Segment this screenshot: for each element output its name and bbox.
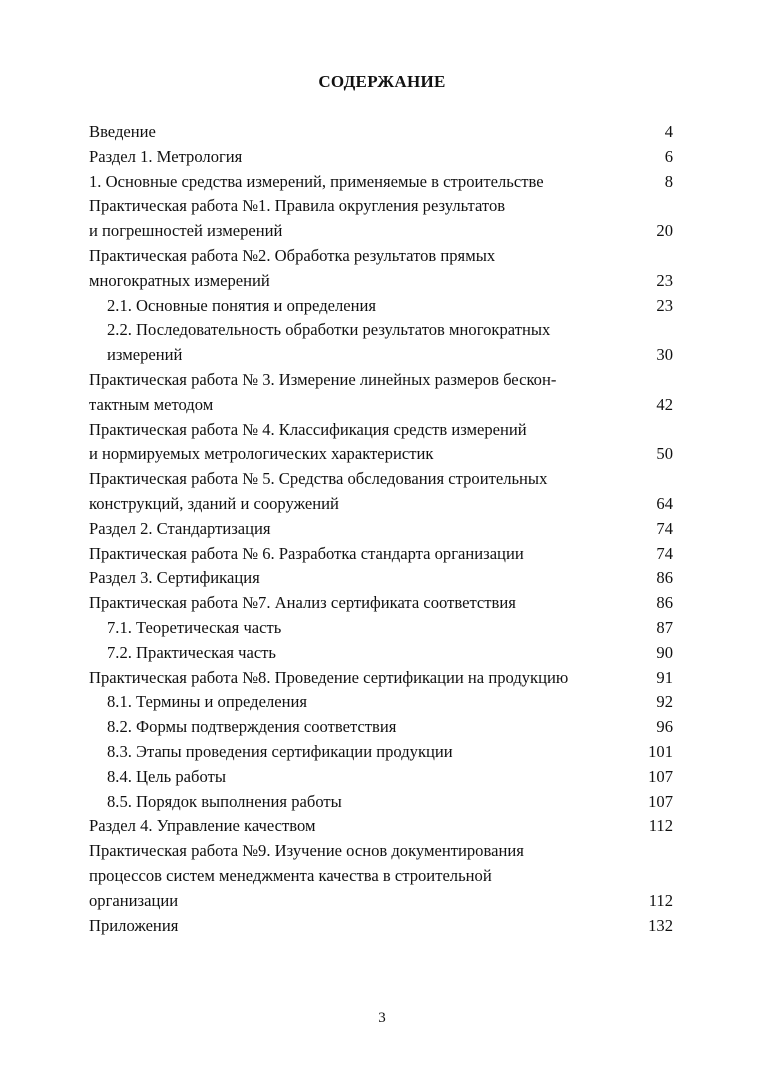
toc-entry — [89, 517, 673, 542]
toc-entry-text: 8.3. Этапы проведения сертификации продукции — [107, 741, 453, 761]
toc-entry-page: 92 — [656, 692, 673, 712]
toc-entry-page: 112 — [648, 890, 673, 910]
toc-entry — [89, 914, 673, 939]
toc-entry-page: 8 — [664, 171, 673, 191]
toc-entry-text: Практическая работа № 5. Средства обследования строительных — [89, 469, 548, 489]
toc-entry-text: Раздел 1. Метрология — [89, 146, 243, 166]
page-title: СОДЕРЖАНИЕ — [318, 72, 446, 91]
toc-entry-text: процессов систем менеджмента качества в строительной — [89, 865, 492, 885]
toc-entry-text: 8.2. Формы подтверждения соответствия — [107, 717, 397, 737]
toc-entry-page: 91 — [656, 667, 673, 687]
toc-entry-text: 8.1. Термины и определения — [107, 692, 308, 712]
toc-entry-text: 8.4. Цель работы — [107, 766, 226, 786]
toc-entry — [89, 194, 673, 244]
toc-entry-text: 2.2. Последовательность обработки результатов многократных — [107, 320, 551, 340]
toc-entry-page: 86 — [656, 568, 673, 588]
toc-entry-text: 2.1. Основные понятия и определения — [107, 295, 377, 315]
toc-entry — [89, 418, 673, 468]
toc-entry-page: 74 — [656, 543, 673, 563]
toc-entry-page: 112 — [648, 816, 673, 836]
toc-entry — [89, 566, 673, 591]
toc-entry — [89, 368, 673, 418]
toc-entry-page: 87 — [656, 617, 673, 637]
toc-entry — [89, 814, 673, 839]
toc-entry-text: Приложения — [89, 915, 179, 935]
toc-entry-page: 20 — [656, 221, 673, 241]
toc-entry — [89, 715, 673, 740]
toc-entry-page: 90 — [656, 642, 673, 662]
toc-entry-page: 74 — [656, 518, 673, 538]
toc-entry-page: 4 — [664, 122, 673, 141]
toc-entry-text: измерений — [107, 345, 183, 365]
toc-entry-page: 107 — [648, 766, 673, 786]
toc-entry-page: 64 — [656, 493, 673, 513]
toc-entry-page: 6 — [664, 146, 673, 166]
toc-entry-text: тактным методом — [89, 394, 214, 414]
toc-entry-text: Практическая работа № 4. Классификация средств измерений — [89, 419, 527, 439]
toc-entry-page: 50 — [656, 444, 673, 464]
toc-entry-text: Практическая работа №2. Обработка результатов прямых — [89, 245, 496, 265]
toc-entry — [89, 244, 673, 294]
toc-entry-text: Введение — [89, 122, 156, 141]
toc-entry — [89, 641, 673, 666]
toc-entry-text: конструкций, зданий и сооружений — [89, 493, 339, 513]
toc-entry-text: 7.2. Практическая часть — [107, 642, 277, 662]
toc-entry-text: Практическая работа №1. Правила округления результатов — [89, 196, 506, 216]
toc-entry-text: 1. Основные средства измерений, применяемые в строительстве — [89, 171, 544, 191]
toc-entry — [89, 666, 673, 691]
toc-entry — [89, 591, 673, 616]
toc-entry — [89, 542, 673, 567]
toc-entry-text: организации — [89, 890, 179, 910]
toc-entry-text: Практическая работа №7. Анализ сертификата соответствия — [89, 593, 516, 613]
toc-entry-text: многократных измерений — [89, 270, 270, 290]
toc-entry-page: 23 — [656, 270, 673, 290]
toc-entry — [89, 294, 673, 319]
toc-entry — [89, 690, 673, 715]
toc-entry — [89, 467, 673, 517]
toc-entry-text: и нормируемых метрологических характеристик — [89, 444, 434, 464]
toc-entry-page: 107 — [648, 791, 673, 811]
toc-entry — [89, 740, 673, 765]
toc-entry — [89, 616, 673, 641]
toc-entry-page: 86 — [656, 593, 673, 613]
toc-entry-text: Практическая работа № 3. Измерение линейных размеров бескон- — [89, 369, 557, 389]
toc-entry — [89, 318, 673, 368]
page-number: 3 — [378, 1010, 386, 1026]
toc-entry-text: Раздел 2. Стандартизация — [89, 518, 271, 538]
toc-entry-page: 96 — [656, 717, 673, 737]
toc-entry-page: 23 — [656, 295, 673, 315]
toc-entry-page: 30 — [656, 345, 673, 365]
toc-entry-page: 42 — [656, 394, 673, 414]
toc-entry-page: 132 — [648, 915, 673, 935]
toc-entry-text: и погрешностей измерений — [89, 221, 283, 241]
toc-entry — [89, 145, 673, 170]
toc-entry — [89, 765, 673, 790]
toc-entry-text: Практическая работа № 6. Разработка стандарта организации — [89, 543, 524, 563]
toc-entry-text: Практическая работа №8. Проведение сертификации на продукцию — [89, 667, 569, 687]
toc-entry — [89, 790, 673, 815]
toc-entry — [89, 170, 673, 195]
toc-entry — [89, 120, 673, 145]
toc-entry-text: Раздел 3. Сертификация — [89, 568, 260, 588]
toc-entry-text: Практическая работа №9. Изучение основ документирования — [89, 841, 524, 861]
toc-entry-text: Раздел 4. Управление качеством — [89, 816, 316, 836]
toc-entry-text: 8.5. Порядок выполнения работы — [107, 791, 342, 811]
toc-entry — [89, 839, 673, 913]
table-of-contents — [89, 120, 673, 938]
toc-entry-text: 7.1. Теоретическая часть — [107, 617, 282, 637]
toc-entry-page: 101 — [648, 741, 673, 761]
